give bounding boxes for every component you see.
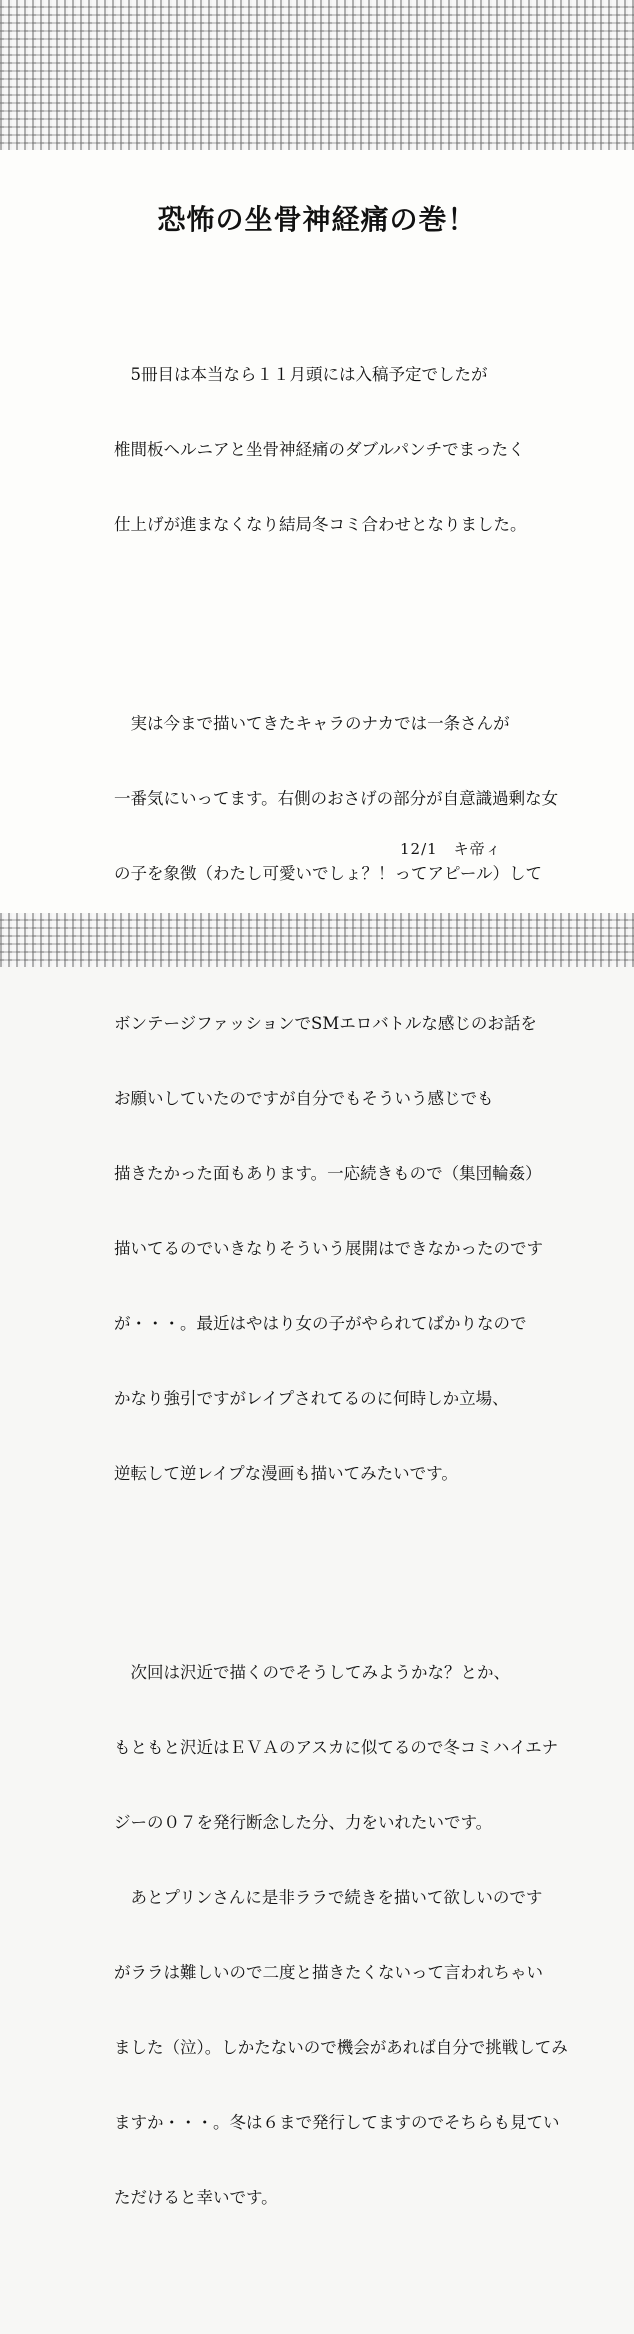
text-line: お願いしていたのですが自分でもそういう感じでも: [114, 1089, 494, 1108]
bottom-pattern-band: [0, 913, 634, 967]
paragraph-2: [114, 661, 559, 1536]
page-title: 恐怖の坐骨神経痛の巻！: [157, 203, 477, 236]
text-line: が・・・。最近はやはり女の子がやられてばかりなので: [114, 1314, 527, 1333]
text-line: 椎間板ヘルニアと坐骨神経痛のダブルパンチでまったく: [114, 440, 525, 459]
text-line: もともと沢近はＥＶＡのアスカに似てるので冬コミハイエナ: [114, 1738, 559, 1757]
text-line: 描いてるのでいきなりそういう展開はできなかったのです: [114, 1239, 543, 1258]
text-line: がララは難しいので二度と描きたくないって言われちゃい: [114, 1963, 543, 1982]
text-line: あとプリンさんに是非ララで続きを描いて欲しいのです: [114, 1888, 543, 1907]
text-line: 一番気にいってます。右側のおさげの部分が自意識過剰な女: [114, 789, 559, 808]
top-pattern-band: [0, 0, 634, 150]
signature: 12/1 キ帝ィ: [400, 840, 502, 858]
text-line: 5冊目は本当なら１１月頭には入稿予定でしたが: [114, 365, 488, 384]
text-line: 仕上げが進まなくなり結局冬コミ合わせとなりました。: [114, 515, 527, 534]
body-text: [114, 262, 568, 2334]
paragraph-3: [114, 1610, 568, 2260]
text-line: ジーの０７を発行断念した分、力をいれたいです。: [114, 1813, 493, 1832]
text-line: ますか・・・。冬は６まで発行してますのでそちらも見てい: [114, 2113, 560, 2132]
content-area: [0, 150, 634, 2207]
paragraph-1: [114, 312, 554, 587]
text-line: ただけると幸いです。: [114, 2188, 278, 2207]
text-line: 次回は沢近で描くのでそうしてみようかな？とか、: [114, 1663, 510, 1682]
text-line: ボンテージファッションでSMエロバトルな感じのお話を: [114, 1014, 537, 1033]
text-line: 実は今まで描いてきたキャラのナカでは一条さんが: [114, 714, 510, 733]
text-line: の子を象徴（わたし可愛いでしょ？！ってアピール）して: [114, 864, 543, 883]
text-line: 描きたかった面もあります。一応続きもので（集団輪姦）: [114, 1164, 542, 1183]
text-line: ました（泣）。しかたないので機会があれば自分で挑戦してみ: [114, 2038, 568, 2057]
text-line: かなり強引ですがレイプされてるのに何時しか立場、: [114, 1389, 509, 1408]
text-line: 逆転して逆レイプな漫画も描いてみたいです。: [114, 1464, 458, 1483]
